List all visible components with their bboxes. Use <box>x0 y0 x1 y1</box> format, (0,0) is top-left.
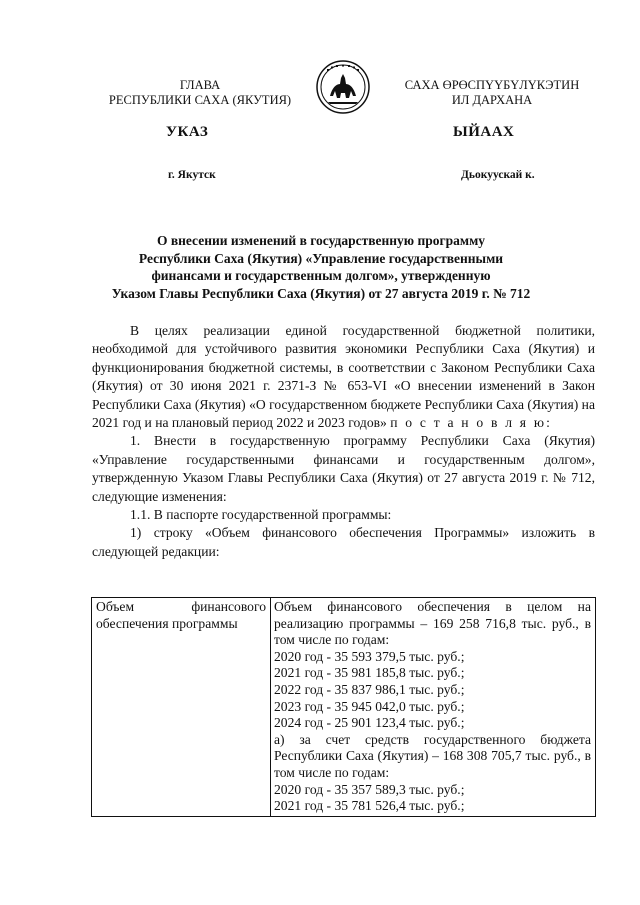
funding-year-line: 2022 год - 35 837 986,1 тыс. руб.; <box>274 681 465 697</box>
intro-paragraph <box>92 322 595 432</box>
title-line: финансами и государственным долгом», утвержденную <box>151 268 491 283</box>
intro-text: В целях реализации единой государственной бюджетной политики, необходимой для устойчивого развития экономики Республики Саха (Якутия) и функционирования бюджетной системы, в соответствии с Законом Республики Саха (Якутия) от 30 июня 2021 г. 2371-З № 653-VI «О внесении изменений в Закон Республики Саха (Якутия) «О государственном бюджете Республики Саха (Якутия) на 2021 год и на плановый период 2022 и 2023 годов» <box>92 323 595 431</box>
header-right-line: САХА ӨРӨСПҮҮБҮЛҮКЭТИН <box>404 78 580 92</box>
header-right-block <box>372 78 612 108</box>
funding-year-line: 2020 год - 35 593 379,5 тыс. руб.; <box>274 648 465 664</box>
table-row <box>92 598 596 817</box>
header-left-line: ГЛАВА <box>179 78 221 92</box>
funding-year-line: 2021 год - 35 781 526,4 тыс. руб.; <box>274 798 465 814</box>
doc-type-russian: УКАЗ <box>166 124 209 140</box>
header-left-line: РЕСПУБЛИКИ САХА (ЯКУТИЯ) <box>108 93 292 107</box>
doc-type-yakut: ЫЙААХ <box>453 124 515 140</box>
item-1-1-1: 1) строку «Объем финансового обеспечения Программы» изложить в следующей редакции: <box>92 525 595 559</box>
header-left-block <box>70 78 330 108</box>
coat-of-arms-sakha-icon <box>316 60 370 114</box>
funding-year-line: 2024 год - 25 901 123,4 тыс. руб.; <box>274 715 465 731</box>
funding-year-line: 2020 год - 35 357 589,3 тыс. руб.; <box>274 781 465 797</box>
title-line: Республики Саха (Якутия) «Управление государственными <box>138 250 504 266</box>
city-yakut: Дьокуускай к. <box>461 169 535 181</box>
funding-year-line: 2021 год - 35 981 185,8 тыс. руб.; <box>274 665 465 681</box>
decree-word: п о с т а н о в л я ю: <box>390 415 553 431</box>
item-1-1: 1.1. В паспорте государственной программы: <box>130 507 392 523</box>
funding-total: Объем финансового обеспечения в целом на реализацию программы – 169 258 716,8 тыс. руб., в том числе по годам: <box>274 599 591 648</box>
city-russian: г. Якутск <box>168 169 216 181</box>
funding-table <box>91 597 596 817</box>
row-label: Объем финансового обеспечения программы <box>96 599 266 631</box>
row-label-cell <box>92 598 271 817</box>
title-line: О внесении изменений в государственную программу <box>156 233 486 248</box>
funding-sub-a: а) за счет средств государственного бюджета Республики Саха (Якутия) – 168 308 705,7 тыс. руб., в том числе по годам: <box>274 731 591 780</box>
header-right-line: ИЛ ДАРХАНА <box>451 93 533 107</box>
decree-title <box>60 232 582 302</box>
funding-year-line: 2023 год - 35 945 042,0 тыс. руб.; <box>274 698 465 714</box>
row-value-cell <box>271 598 596 817</box>
item-1: 1. Внести в государственную программу Республики Саха (Якутия) «Управление государственными финансами и государственным долгом», утвержденную Указом Главы Республики Саха (Якутия) от 27 августа 2019 г. № 712, следующие изменения: <box>92 433 595 504</box>
title-line: Указом Главы Республики Саха (Якутия) от 27 августа 2019 г. № 712 <box>111 285 531 301</box>
decree-body <box>92 322 595 561</box>
